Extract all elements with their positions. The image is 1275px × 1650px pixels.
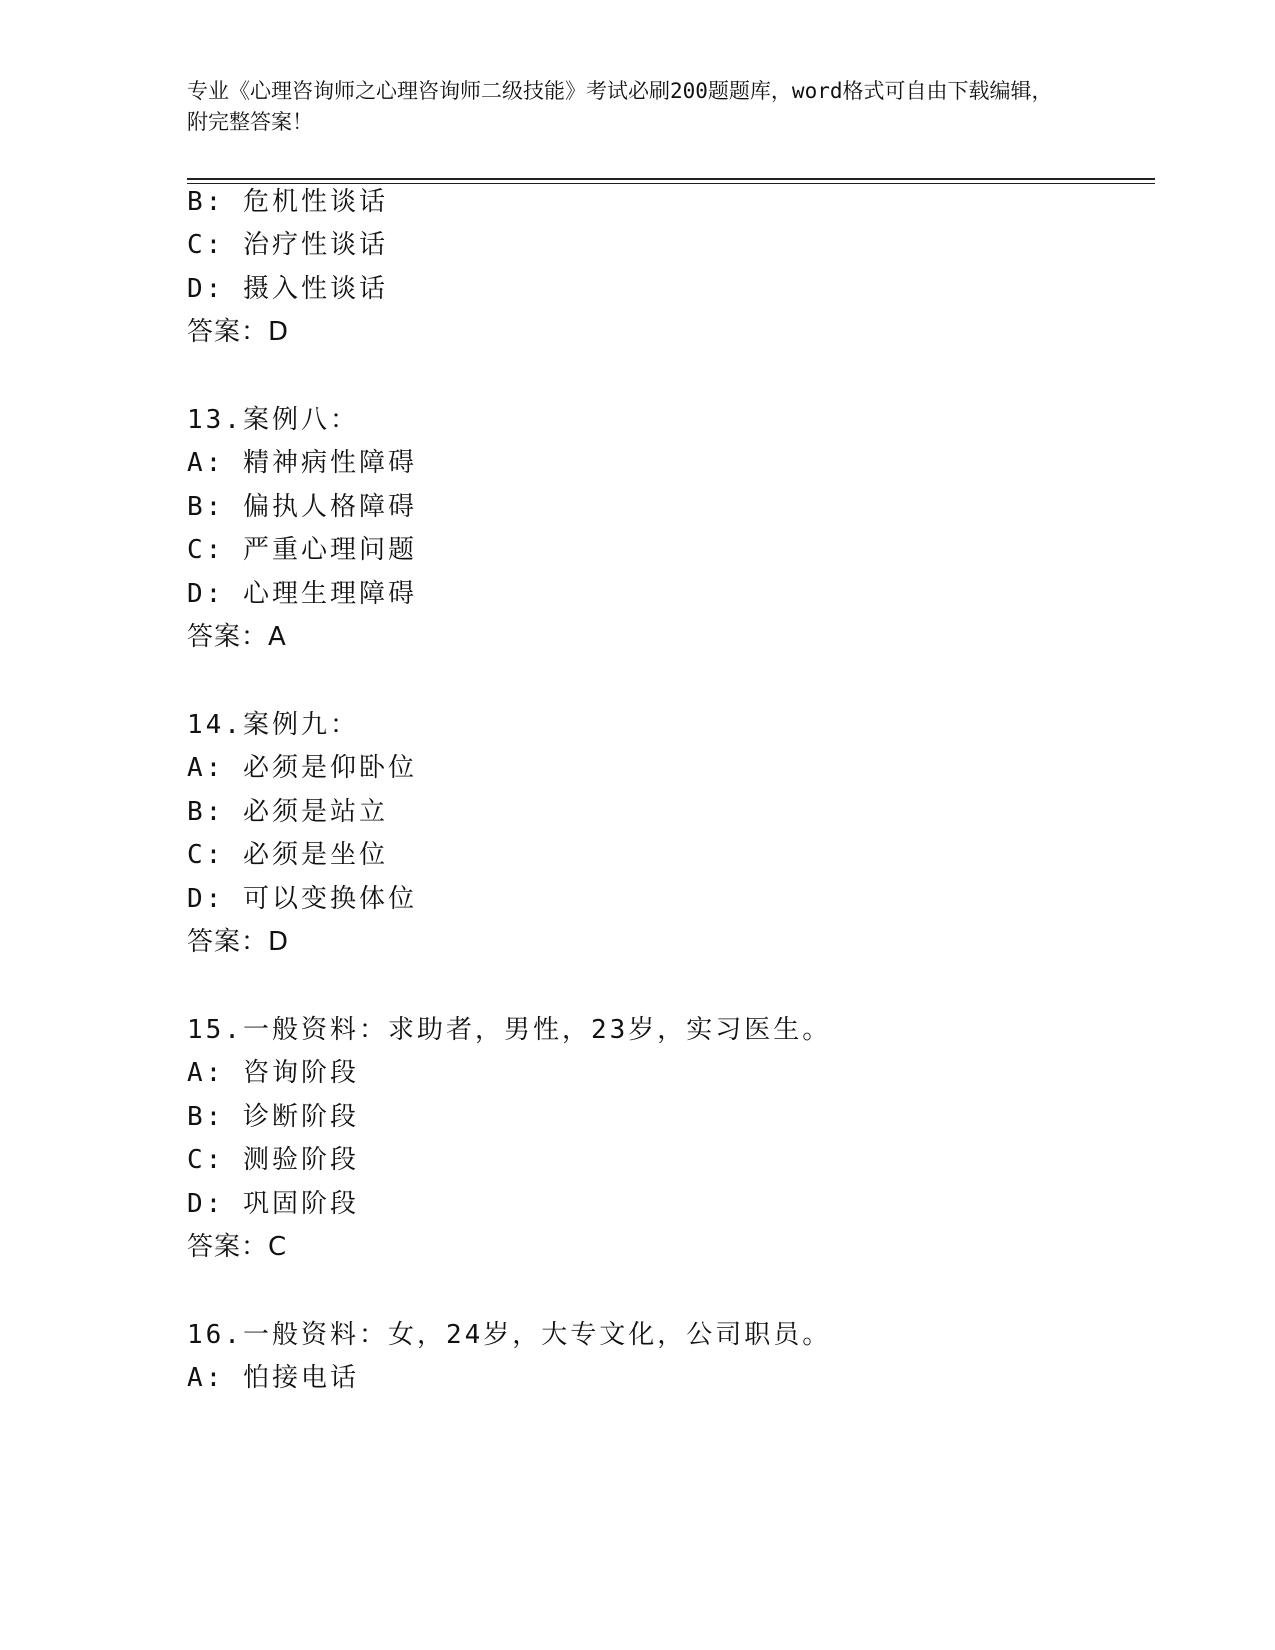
question-stem: 15.一般资料：求助者，男性，23岁，实习医生。	[187, 1015, 832, 1045]
option-d: D: 巩固阶段	[187, 1189, 359, 1219]
option-b: B: 诊断阶段	[187, 1102, 359, 1132]
answer-line: 答案：A	[187, 622, 287, 652]
header-divider-thick	[187, 178, 1155, 180]
option-b: B: 危机性谈话	[187, 187, 388, 217]
option-c: C: 必须是坐位	[187, 840, 388, 870]
option-c: C: 测验阶段	[187, 1145, 359, 1175]
option-c: C: 严重心理问题	[187, 535, 417, 565]
option-d: D: 心理生理障碍	[187, 579, 417, 609]
option-d: D: 摄入性谈话	[187, 274, 388, 304]
header-divider-thin	[187, 183, 1155, 184]
answer-line: 答案：D	[187, 927, 290, 957]
option-a: A: 咨询阶段	[187, 1058, 359, 1088]
question-stem: 13.案例八：	[187, 405, 359, 435]
option-a: A: 精神病性障碍	[187, 448, 417, 478]
question-stem: 16.一般资料：女，24岁，大专文化，公司职员。	[187, 1320, 832, 1350]
option-b: B: 必须是站立	[187, 797, 388, 827]
option-d: D: 可以变换体位	[187, 884, 417, 914]
option-c: C: 治疗性谈话	[187, 230, 388, 260]
option-b: B: 偏执人格障碍	[187, 492, 417, 522]
answer-line: 答案：D	[187, 317, 290, 347]
option-a: A: 怕接电话	[187, 1363, 359, 1393]
question-stem: 14.案例九：	[187, 710, 359, 740]
answer-line: 答案：C	[187, 1232, 288, 1262]
option-a: A: 必须是仰卧位	[187, 753, 417, 783]
document-header: 专业《心理咨询师之心理咨询师二级技能》考试必刷200题题库，word格式可自由下载编辑，附完整答案！	[187, 79, 1053, 134]
